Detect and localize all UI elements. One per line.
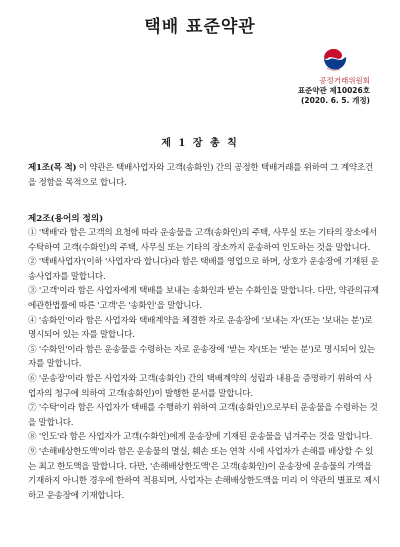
definition-item: ② '택배사업자'(이하 '사업자'라 합니다)라 함은 택배를 영업으로 하며, 상호가 운송장에 기재된 운송사업자를 말합니다. <box>28 257 379 282</box>
definition-item: ⑦ '수탁'이라 함은 사업자가 택배를 수행하기 위하여 고객(송화인)으로부터 운송물을 수령하는 것을 말합니다. <box>28 403 378 428</box>
government-emblem-icon <box>321 44 349 72</box>
issuer-block <box>298 76 370 106</box>
issuer-org: 공정거래위원회 <box>319 76 370 85</box>
article-2-items <box>28 226 380 503</box>
article-2-heading: 제2조(용어의 정의) <box>28 214 104 224</box>
article-1-body: 이 약관은 택배사업자와 고객(송화인) 간의 공정한 택배거래를 위하여 그 계약조건을 정함을 목적으로 합니다. <box>28 163 374 188</box>
definition-item: ⑤ '수화인'이라 함은 운송물을 수령하는 자로 운송장에 '받는 자'(또는 '받는 분')로 명시되어 있는 자를 말합니다. <box>28 344 375 370</box>
definition-item: ⑧ '인도'라 함은 사업자가 고객(수화인)에게 운송장에 기재된 운송물을 넘겨주는 것을 말합니다. <box>28 432 372 443</box>
definition-item: ③ '고객'이라 함은 사업자에게 택배를 보내는 송화인과 받는 수화인을 말합니다. 다만, 약관의규제에관한법률에 따른 '고객'은 '송화인'을 말합니다. <box>28 286 379 311</box>
standard-terms-number: 표준약관 제10026호 <box>297 86 370 95</box>
revision-date: (2020. 6. 5. 개정) <box>300 96 370 105</box>
article-1 <box>28 161 380 190</box>
definition-item: ① '택배'라 함은 고객의 요청에 따라 운송물을 고객(송화인)의 주택, 사무실 또는 기타의 장소에서 수탁하여 고객(수화인)의 주택, 사무실 또는 기타의 장소까지 운송하여 인도하는 것을 말합니다. <box>28 228 377 253</box>
definition-item: ④ '송화인'이라 함은 사업자와 택배계약을 체결한 자로 운송장에 '보내는 자'(또는 '보내는 분')로 명시되어 있는 자를 말합니다. <box>28 315 373 341</box>
article-1-heading: 제1조(목 적) <box>28 163 77 173</box>
document-title: 택배 표준약관 <box>144 17 256 37</box>
definition-item: ⑨ '손해배상한도액'이라 함은 운송물의 멸실, 훼손 또는 연착 시에 사업자가 손해를 배상할 수 있는 최고 한도액을 말합니다. 다만, '손해배상한도액'은 고객(송화인)이 운송장에 운송물의 가액을 기재하지 아니한 경우에 한하여 적용되며, 사업자는 손해배상한도액을 미리 이 약관의 별표로 제시하고 운송장에 기재합니다. <box>28 446 380 501</box>
definition-item: ⑥ '운송장'이라 함은 사업자와 고객(송화인) 간의 택배계약의 성립과 내용을 증명하기 위하여 사업자의 청구에 의하여 고객(송화인)이 발행한 문서를 말합니다. <box>28 373 372 399</box>
chapter-heading: 제 1 장 총 칙 <box>161 138 239 149</box>
